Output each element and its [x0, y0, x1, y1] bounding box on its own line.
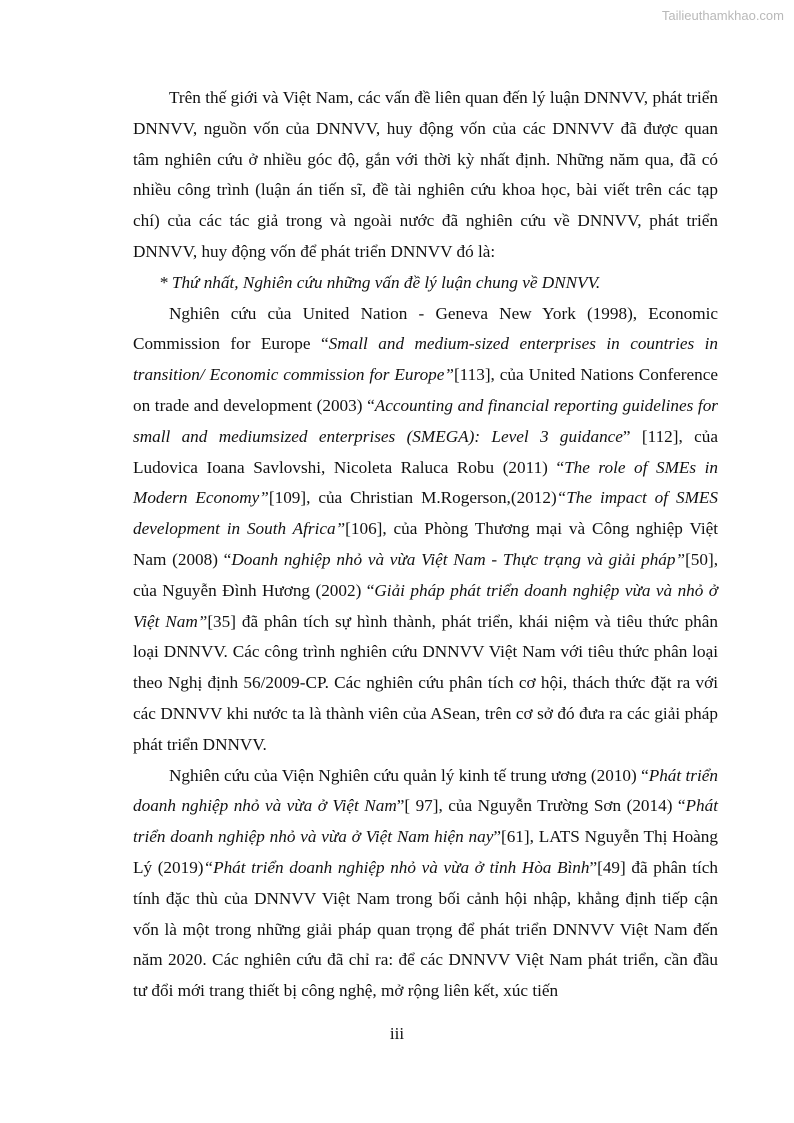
text-run: [35] đã phân tích sự hình thành, phát triển, khái niệm và tiêu thức phân loại DNNVV. Các công trình nghiên cứu DNNVV Việt Nam với tiêu thức phân loại theo Nghị định 56/2009-CP. Các nghiên cứu phân tích cơ hội, thách thức đặt ra với các DNNVV khi nước ta là thành viên của ASean, trên cơ sở đó đưa ra các giải pháp phát triển DNNVV. [133, 611, 718, 754]
citation-title: Doanh nghiệp nhỏ và vừa Việt Nam - Thực trạng và giải pháp” [231, 549, 686, 569]
citation-title: Phát triển doanh nghiệp nhỏ và vừa ở Việt Nam [133, 765, 718, 816]
text-run: ”[61], LATS Nguyễn Thị Hoàng Lý (2019) [133, 827, 718, 877]
citation-title: Phát triển doanh nghiệp nhỏ và vừa ở Việt Nam hiện nay [133, 796, 718, 847]
paragraph-domestic-studies [133, 761, 718, 1007]
citation-title: The role of SMEs in Modern Economy” [133, 457, 718, 508]
citation-title: “Phát triển doanh nghiệp nhỏ và vừa ở tỉnh Hòa Bình [203, 857, 590, 877]
citation-title: Accounting and financial reporting guidelines for small and mediumsized enterprises (SMEGA): Level 3 guidance [133, 395, 718, 446]
text-run: [113], của United Nations Conference on trade and development (2003) “ [133, 365, 718, 415]
text-run: ”[ 97], của Nguyễn Trường Sơn (2014) “ [396, 796, 686, 816]
citation-title: “The impact of SMES development in South Africa” [133, 488, 718, 539]
paragraph-international-studies [133, 299, 718, 761]
watermark-text: Tailieuthamkhao.com [661, 8, 784, 23]
text-run: [106], của Phòng Thương mại và Công nghiệp Việt Nam (2008) “ [133, 519, 718, 569]
text-run: [109], của Christian M.Rogerson,(2012) [268, 488, 557, 508]
section-heading-first: * Thứ nhất, Nghiên cứu những vấn đề lý luận chung về DNNVV. [159, 272, 601, 292]
text-run: Nghiên cứu của Viện Nghiên cứu quản lý kinh tế trung ương (2010) “ [169, 765, 649, 785]
text-run: Nghiên cứu của United Nation - Geneva New York (1998), Economic Commission for Europe “ [133, 303, 718, 354]
text-run: ” [112], của Ludovica Ioana Savlovshi, Nicoleta Raluca Robu (2011) “ [133, 426, 718, 477]
paragraph-intro: Trên thế giới và Việt Nam, các vấn đề liên quan đến lý luận DNNVV, phát triển DNNVV, nguồn vốn của DNNVV, huy động vốn của các DNNVV đã được quan tâm nghiên cứu ở nhiều góc độ, gắn với thời kỳ nhất định. Những năm qua, đã có nhiều công trình (luận án tiến sĩ, đề tài nghiên cứu khoa học, bài viết trên các tạp chí) của các tác giả trong và ngoài nước đã nghiên cứu về DNNVV, phát triển DNNVV, huy động vốn để phát triển DNNVV đó là: [133, 88, 718, 261]
citation-title: Giải pháp phát triển doanh nghiệp vừa và nhỏ ở Việt Nam” [133, 580, 718, 631]
text-run: ”[49] đã phân tích tính đặc thù của DNNVV Việt Nam trong bối cảnh hội nhập, khẳng định tiếp cận vốn là một trong những giải pháp quan trọng để phát triển DNNVV Việt Nam đến năm 2020. Các nghiên cứu đã chỉ ra: để các DNNVV Việt Nam phát triển, cần đầu tư đổi mới trang thiết bị công nghệ, mở rộng liên kết, xúc tiến [133, 857, 718, 1001]
citation-title: Small and medium-sized enterprises in countries in transition/ Economic commission for Europe” [133, 334, 719, 385]
text-run: [50], của Nguyễn Đình Hương (2002) “ [133, 549, 718, 600]
page-number: iii [389, 1024, 405, 1043]
document-body [133, 83, 718, 1007]
